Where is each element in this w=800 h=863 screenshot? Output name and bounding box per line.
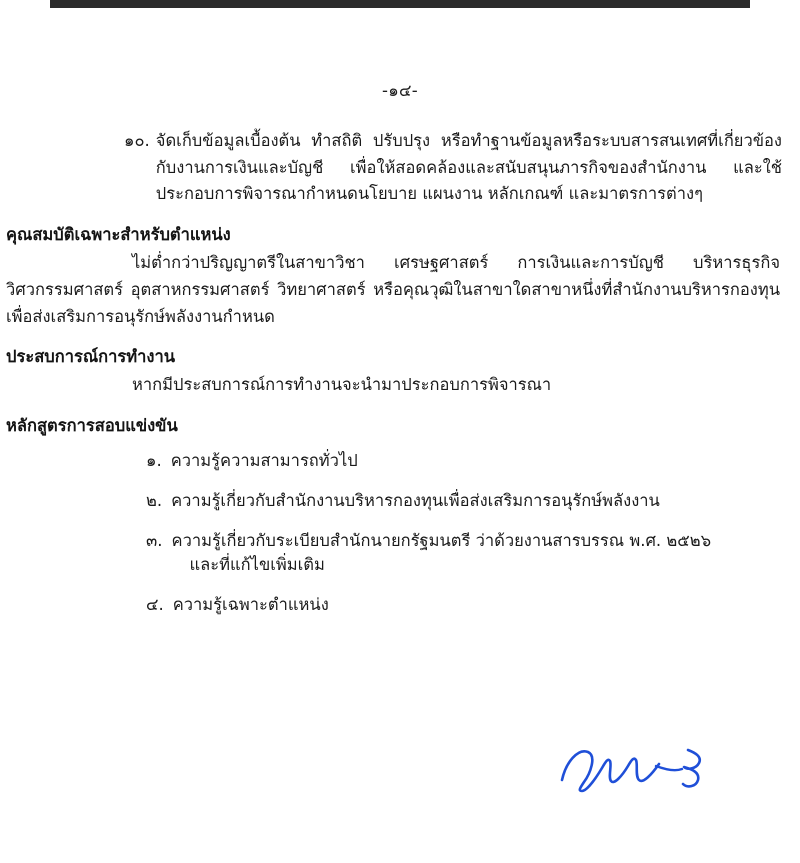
numbered-item: [124, 128, 782, 208]
list-item-text-line1: ความรู้เกี่ยวกับระเบียบสำนักนายกรัฐมนตรี ว่าด้วยงานสารบรรณ พ.ศ. ๒๕๒๖: [171, 530, 712, 550]
list-item-text: ความรู้ความสามารถทั่วไป: [170, 451, 358, 471]
list-item: [146, 529, 792, 579]
exam-topic-list: [4, 449, 792, 618]
item-text: จัดเก็บข้อมูลเบื้องต้น ทำสถิติ ปรับปรุง หรือทำฐานข้อมูลหรือระบบสารสนเทศที่เกี่ยวข้องกับงานการเงินและบัญชี เพื่อให้สอดคล้องและสนับสนุนภารกิจของสำนักงาน และใช้ประกอบการพิจารณากำหนดนโยบาย แผนงาน หลักเกณฑ์ และมาตรการต่างๆ: [155, 131, 782, 204]
list-item-marker: ๔.: [146, 595, 164, 615]
section-heading-qualifications: คุณสมบัติเฉพาะสำหรับตำแหน่ง: [6, 225, 231, 245]
list-item: [146, 449, 792, 474]
section-heading-exam-syllabus: หลักสูตรการสอบแข่งขัน: [6, 416, 178, 436]
list-item-text-line2: และที่แก้ไขเพิ่มเติม: [189, 555, 325, 575]
section-paragraph-experience: หากมีประสบการณ์การทำงานจะนำมาประกอบการพิจารณา: [132, 375, 552, 395]
list-item-marker: ๓.: [146, 530, 163, 550]
list-item-marker: ๒.: [146, 490, 163, 510]
list-item-text: ความรู้เฉพาะตำแหน่ง: [172, 595, 329, 615]
list-item-text: [172, 529, 792, 579]
list-item-text: ความรู้เกี่ยวกับสำนักงานบริหารกองทุนเพื่อส่งเสริมการอนุรักษ์พลังงาน: [171, 490, 660, 510]
section-paragraph-qualifications: ไม่ต่ำกว่าปริญญาตรีในสาขาวิชา เศรษฐศาสตร์ การเงินและการบัญชี บริหารธุรกิจ วิศวกรรมศาสตร์ อุตสาหกรรมศาสตร์ วิทยาศาสตร์ หรือคุณวุฒิในสาขาใดสาขาหนึ่งที่สำนักงานบริหารกองทุนเพื่อส่งเสริมการอนุรักษ์พลังงานกำหนด: [6, 253, 780, 326]
handwritten-signature-icon: [556, 736, 726, 806]
item-number: ๑๐.: [124, 131, 150, 150]
section-heading-experience: ประสบการณ์การทำงาน: [6, 347, 176, 367]
document-content: [0, 128, 800, 633]
list-item: [146, 489, 792, 514]
page-number: -๑๔-: [381, 81, 419, 100]
list-item-marker: ๑.: [146, 451, 162, 471]
list-item: [146, 593, 792, 618]
